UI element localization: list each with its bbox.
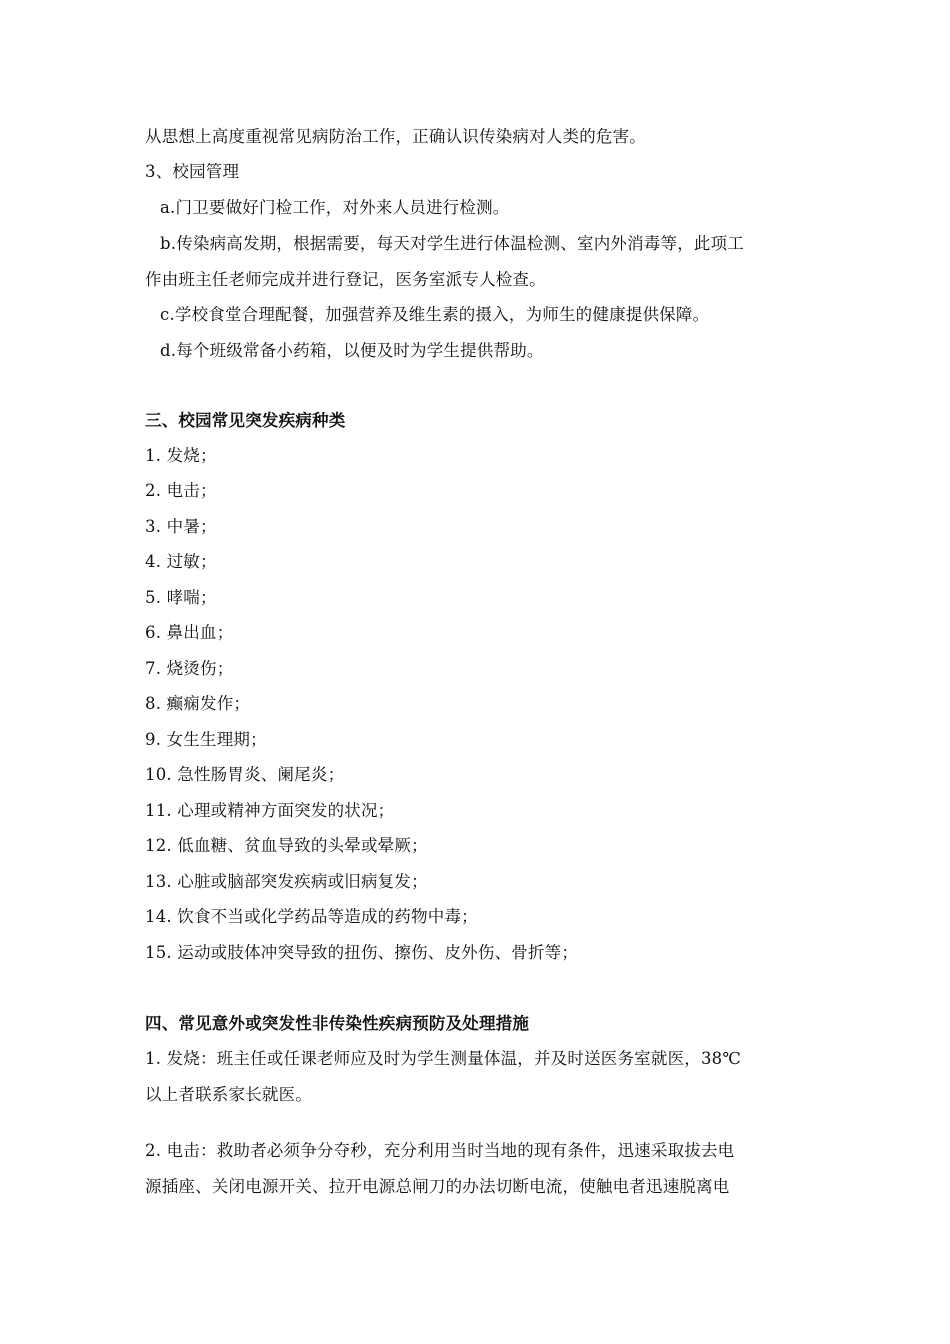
campus-item-a: a.门卫要做好门检工作，对外来人员进行检测。 bbox=[160, 198, 510, 217]
campus-item-d: d.每个班级常备小药箱，以便及时为学生提供帮助。 bbox=[160, 341, 544, 360]
list-item: 8. 癫痫发作； bbox=[145, 694, 251, 713]
list-item: 5. 哮喘； bbox=[145, 588, 217, 607]
fever-paragraph-line-1: 1. 发烧：班主任或任课老师应及时为学生测量体温，并及时送医务室就医，38℃ bbox=[145, 1049, 742, 1068]
electric-shock-paragraph-line-2: 源插座、关闭电源开关、拉开电源总闸刀的办法切断电流，使触电者迅速脱离电 bbox=[145, 1177, 730, 1196]
list-item: 9. 女生生理期； bbox=[145, 730, 267, 749]
fever-paragraph-line-2: 以上者联系家长就医。 bbox=[145, 1085, 312, 1104]
list-item: 13. 心脏或脑部突发疾病或旧病复发； bbox=[145, 872, 428, 891]
list-item: 15. 运动或肢体冲突导致的扭伤、擦伤、皮外伤、骨折等； bbox=[145, 943, 579, 962]
section-3-heading: 三、校园常见突发疾病种类 bbox=[145, 411, 346, 430]
campus-management-title: 3、校园管理 bbox=[145, 162, 240, 181]
campus-item-c: c.学校食堂合理配餐，加强营养及维生素的摄入，为师生的健康提供保障。 bbox=[160, 305, 710, 324]
list-item: 11. 心理或精神方面突发的状况； bbox=[145, 801, 395, 820]
list-item: 2. 电击； bbox=[145, 481, 217, 500]
list-item: 1. 发烧； bbox=[145, 446, 217, 465]
list-item: 7. 烧烫伤； bbox=[145, 659, 234, 678]
campus-item-b: b.传染病高发期，根据需要，每天对学生进行体温检测、室内外消毒等，此项工 bbox=[160, 234, 745, 253]
section-4-heading: 四、常见意外或突发性非传染性疾病预防及处理措施 bbox=[145, 1014, 530, 1033]
list-item: 3. 中暑； bbox=[145, 517, 217, 536]
campus-item-b-continued: 作由班主任老师完成并进行登记，医务室派专人检查。 bbox=[145, 270, 546, 289]
list-item: 6. 鼻出血； bbox=[145, 623, 234, 642]
list-item: 14. 饮食不当或化学药品等造成的药物中毒； bbox=[145, 907, 478, 926]
list-item: 12. 低血糖、贫血导致的头晕或晕厥； bbox=[145, 836, 428, 855]
list-item: 10. 急性肠胃炎、阑尾炎； bbox=[145, 765, 345, 784]
electric-shock-paragraph-line-1: 2. 电击：救助者必须争分夺秒，充分利用当时当地的现有条件，迅速采取拔去电 bbox=[145, 1141, 735, 1160]
list-item: 4. 过敏； bbox=[145, 552, 217, 571]
intro-line: 从思想上高度重视常见病防治工作，正确认识传染病对人类的危害。 bbox=[145, 127, 646, 146]
